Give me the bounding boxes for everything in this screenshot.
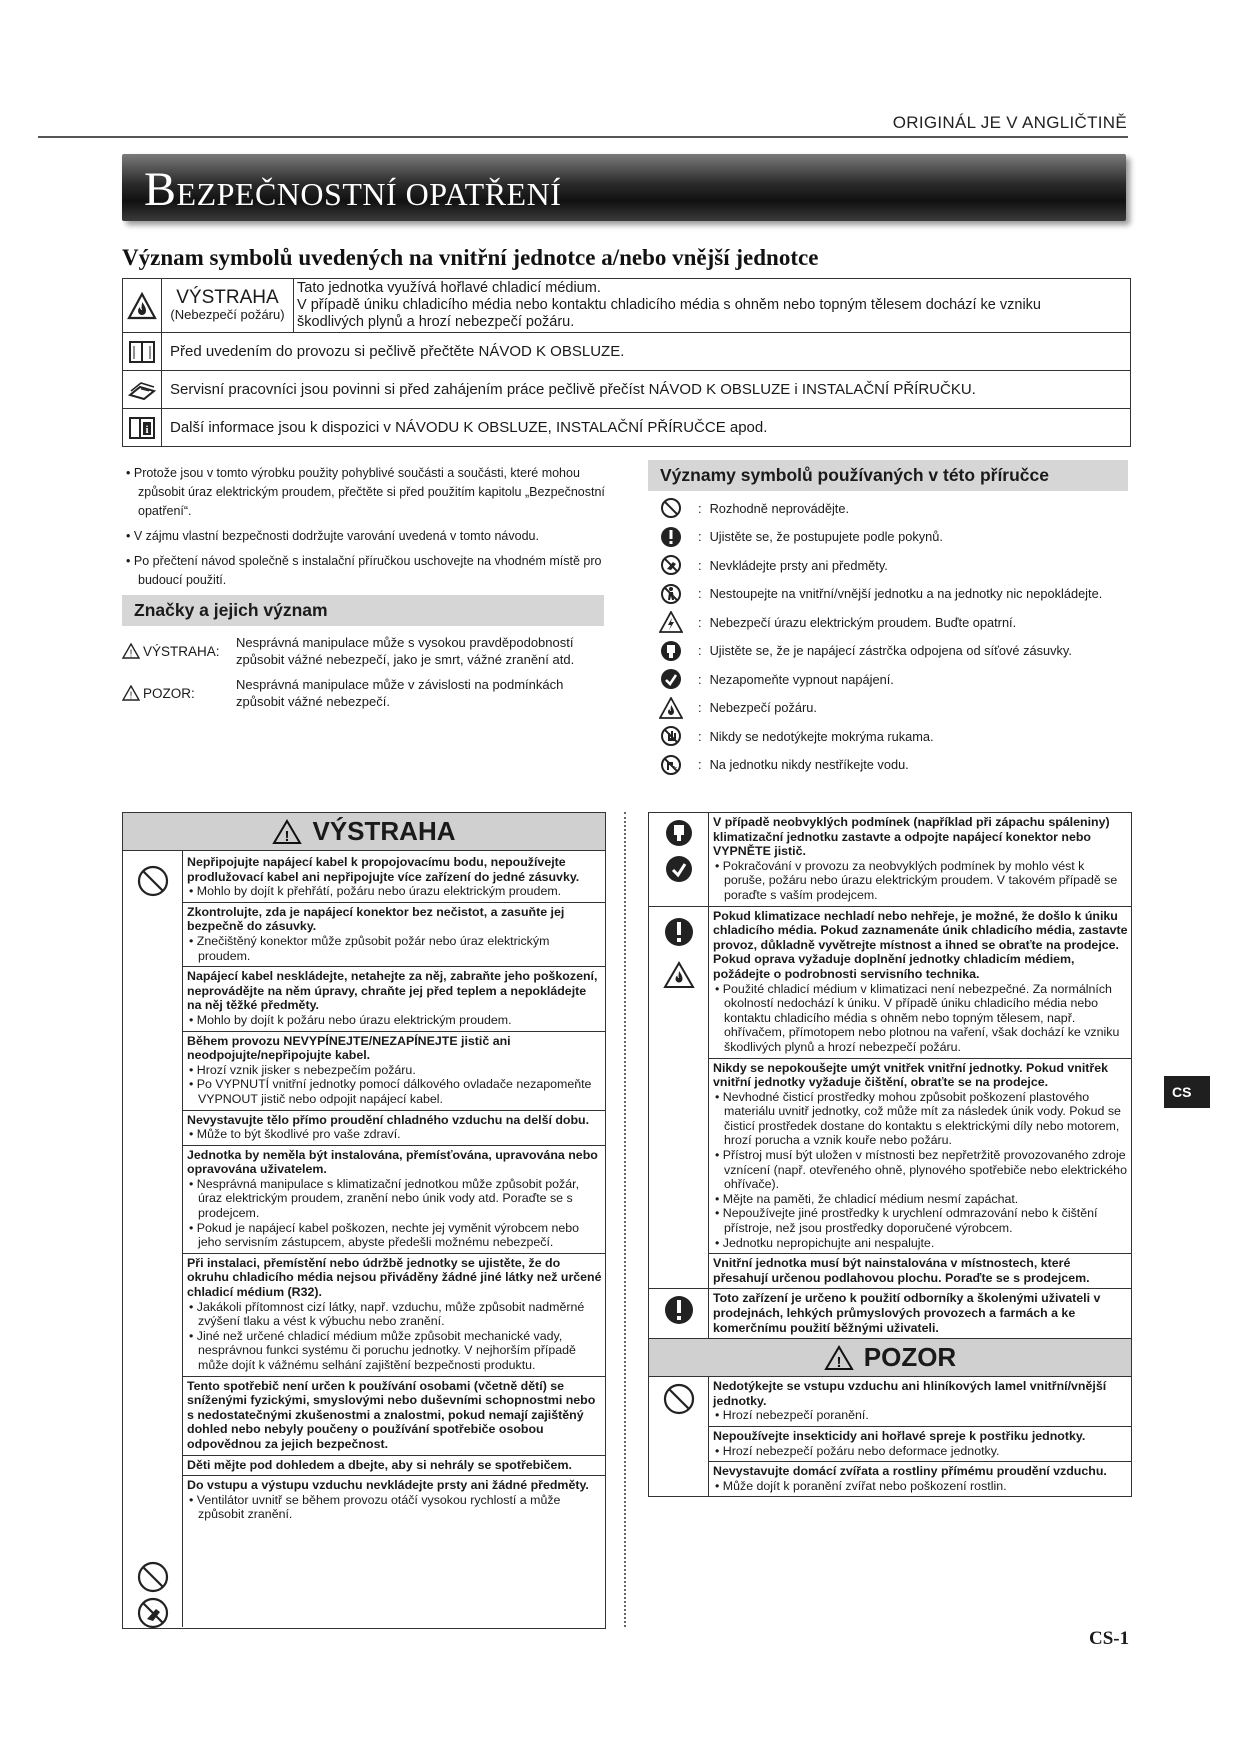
header-rule <box>38 136 1128 138</box>
intro-bullet: V zájmu vlastní bezpečnosti dodržujte varování uvedená v tomto návodu. <box>133 529 539 543</box>
intro-bullets: • Protože jsou v tomto výrobku použity pohyblivé součásti a součásti, které mohou způsobit úraz elektrickým proudem, přečtěte si před použitím kapitolu „Bezpečnostní opatření“. • V zájmu vlastní bezpečnosti dodržujte varování uvedená v tomto návodu. • Po přečtení návod společně s instalační příručkou uschovejte na vhodném místě pro budoucí použití. <box>126 466 605 587</box>
warning-block: Nepřipojujte napájecí kabel k propojovacímu bodu, nepoužívejte prodlužovací kabel ani nepřipojujte více zařízení do jedné zásuvky. • Mohlo by dojít k přehřátí, požáru nebo úrazu elektrickým proudem. <box>183 851 605 903</box>
prohibited-icon <box>656 496 686 520</box>
symbol-row-info <box>123 409 1131 447</box>
warning-block: Zkontrolujte, zda je napájecí konektor bez nečistot, a zasuňte jej bezpečně do zásuvky. • Znečištěný konektor může způsobit požár nebo úraz elektrickým proudem. <box>183 903 605 967</box>
book-icon <box>123 333 162 371</box>
page-title: BEZPEČNOSTNÍ OPATŘENÍ <box>144 163 562 216</box>
warning-block: Děti mějte pod dohledem a dbejte, aby si nehrály se spotřebičem. <box>183 1456 605 1477</box>
meaning-row: : Ujistěte se, že postupujete podle pokynů. <box>648 523 1128 552</box>
meanings-heading: Významy symbolů používaných v této příručce <box>648 460 1128 491</box>
power-off-icon <box>656 667 686 691</box>
meaning-row: : Ujistěte se, že je napájecí zástrčka odpojena od síťové zásuvky. <box>648 637 1128 666</box>
warning-box-continued <box>648 812 1132 1497</box>
prohibited-icon <box>663 1383 695 1415</box>
no-wet-hands-icon <box>656 724 686 748</box>
original-language-note: ORIGINÁL JE V ANGLIČTINĚ <box>892 113 1127 132</box>
no-fingers-icon <box>137 1597 169 1629</box>
meaning-row: : Nebezpečí požáru. <box>648 694 1128 723</box>
intro-bullet: Po přečtení návod společně s instalační příručkou uschovejte na vhodném místě pro budoucí použití. <box>133 554 602 587</box>
meaning-row: : Nevkládejte prsty ani předměty. <box>648 551 1128 580</box>
warning-block: Nevystavujte tělo přímo proudění chladného vzduchu na delší dobu. • Může to být škodlivé pro vaše zdraví. <box>183 1111 605 1146</box>
mark-caution-text: Nesprávná manipulace může v závislosti na podmínkách způsobit vážné nebezpečí. <box>236 677 564 709</box>
mark-row-caution <box>122 676 604 710</box>
no-stepping-icon <box>656 582 686 606</box>
symbol-meanings <box>648 460 1128 779</box>
page-number: CS-1 <box>1089 1628 1130 1649</box>
meaning-row: : Nikdy se nedotýkejte mokrýma rukama. <box>648 722 1128 751</box>
prohibited-icon <box>137 1561 169 1593</box>
mandatory-icon <box>656 525 686 549</box>
warning-block: Nikdy se nepokoušejte umýt vnitřek vnitřní jednotky. Pokud vnitřek vnitřní jednotky vyžaduje čištění, obraťte se na prodejce. • Nevhodné čisticí prostředky mohou způsobit poškození plastového materiálu uvnitř jednotky, což může mít za následek únik vody. Pokud se čisticí prostředek dostane do kontaktu s elektrickými díly nebo motorem, hrozí porucha a vznik kouře nebo požáru. • Přístroj musí být uložen v místnosti bez nepřetržitě provozovaného zdroje vznícení (např. otevřeného ohně, plynového spotřebiče nebo elektrického ohřívače). • Mějte na paměti, že chladicí médium nesmí zapáchat. • Nepoužívejte jiné prostředky k urychlení odmrazování nebo k čištění přístroje, než jsou prostředky doporučené výrobcem. • Jednotku nepropichujte ani nespalujte. <box>709 1059 1131 1255</box>
warning-block: Toto zařízení je určeno k použití odborníky a školenými uživateli v prodejnách, lehkých průmyslových provozech a farmách a ke komerčnímu použití běžnými uživateli. <box>713 1291 1101 1335</box>
prohibited-icon <box>137 865 169 897</box>
warning-triangle-icon <box>272 819 302 845</box>
warning-block: Pokud klimatizace nechladí nebo nehřeje, je možné, že došlo k úniku chladicího média. Pokud zaznamenáte únik chladicího média, zastavte provoz, důkladně vyvětrejte místnost a ihned se obraťte na prodejce. Pokud oprava vyžaduje doplnění jednotky chladicím médiem, požádejte o podrobnosti servisního technika. • Použité chladicí médium v klimatizaci není nebezpečné. Za normálních okolností nedochází k úniku. V případě úniku chladicího média nebo kontaktu chladicího média s ohněm nebo topným tělesem, např. ohřívačem, přímotopem nebo plotnou na vaření, však dochází ke vzniku škodlivých plynů a hrozí nebezpečí požáru. <box>709 907 1131 1059</box>
mark-caution-label: POZOR: <box>143 685 195 701</box>
language-tab: CS <box>1164 1076 1210 1108</box>
warning-block: Při instalaci, přemístění nebo údržbě jednotky se ujistěte, že do okruhu chladicího média nejsou přiváděny žádné jiné látky než určené chladicí médium (R32). • Jakákoli přítomnost cizí látky, např. vzduchu, může způsobit nadměrné zvýšení tlaku a vést k výbuchu nebo zranění. • Jiné než určené chladicí médium může způsobit mechanické vady, nesprávnou funkci systému či poruchu jednotky. V nejhorším případě může dojít k vážnému selhání zajištění bezpečnosti produktu. <box>183 1254 605 1377</box>
intro-bullet: Protože jsou v tomto výrobku použity pohyblivé součásti a součásti, které mohou způsobit úraz elektrickým proudem, přečtěte si před použitím kapitolu „Bezpečnostní opatření“. <box>133 466 605 518</box>
meaning-row: : Nestoupejte na vnitřní/vnější jednotku a na jednotky nic nepokládejte. <box>648 580 1128 609</box>
warning-line-1: Tato jednotka využívá hořlavé chladicí médium. <box>297 280 601 296</box>
warning-line-3: škodlivých plynů a hrozí nebezpečí požáru. <box>297 314 575 330</box>
fire-hazard-icon <box>663 961 695 989</box>
unplug-icon <box>665 819 693 847</box>
mandatory-icon <box>664 917 694 947</box>
symbol-row-service <box>123 371 1131 409</box>
svg-text:!: ! <box>129 690 133 701</box>
caution-triangle-icon <box>824 1345 854 1371</box>
warning-box-title: VÝSTRAHA <box>312 816 456 846</box>
warning-sublabel: (Nebezpečí požáru) <box>170 306 285 322</box>
warning-block: Během provozu NEVYPÍNEJTE/NEZAPÍNEJTE jistič ani neodpojujte/nepřipojujte kabel. • Hrozí vznik jisker s nebezpečím požáru. • Po VYPNUTÍ vnitřní jednotky pomocí dálkového ovladače nezapomeňte VYPNOUT jistič nebo odpojit napájecí kabel. <box>183 1032 605 1111</box>
caution-block: Nepoužívejte insekticidy ani hořlavé spreje k postřiku jednotky. • Hrozí nebezpečí požáru nebo deformace jednotky. <box>709 1427 1131 1462</box>
svg-text:!: ! <box>129 648 133 659</box>
unplug-icon <box>656 639 686 663</box>
svg-text:!: ! <box>836 1353 842 1371</box>
caution-box-title: POZOR <box>863 1342 957 1373</box>
service-manual-icon <box>123 371 162 409</box>
caution-block: Nedotýkejte se vstupu vzduchu ani hliníkových lamel vnitřní/vnější jednotky. • Hrozí nebezpečí poranění. <box>709 1377 1131 1427</box>
electric-shock-icon <box>656 610 686 634</box>
marks-heading: Značky a jejich význam <box>122 595 604 626</box>
no-fingers-icon <box>656 553 686 577</box>
fire-warning-icon <box>123 279 162 333</box>
mark-warning-label: VÝSTRAHA: <box>143 643 220 659</box>
warning-block: Tento spotřebič není určen k používání osobami (včetně dětí) se sníženými fyzickými, smyslovými nebo duševními schopnostmi nebo s nedostatečnými zkušenostmi a znalostmi, pokud nemají zajištěný dohled nebo nebyly poučeny o používání spotřebiče osobou odpovědnou za jejich bezpečnost. <box>183 1377 605 1456</box>
svg-text:!: ! <box>284 827 290 845</box>
title-banner <box>122 154 1126 221</box>
warning-triangle-icon <box>122 643 140 659</box>
warning-block: V případě neobvyklých podmínek (například při zápachu spáleniny) klimatizační jednotku zastavte a odpojte napájecí konektor nebo VYPNĚTE jistič. • Pokračování v provozu za neobvyklých podmínek by mohlo vést k poruše, požáru nebo úrazu elektrickým proudem. V takovém případě se poraďte s vaším prodejcem. <box>713 815 1118 902</box>
manual-text: Před uvedením do provozu si pečlivě přečtěte NÁVOD K OBSLUZE. <box>162 333 1131 371</box>
mandatory-icon <box>664 1295 694 1325</box>
service-text: Servisní pracovníci jsou povinni si před zahájením práce pečlivě přečíst NÁVOD K OBSLUZE i INSTALAČNÍ PŘÍRUČKU. <box>162 371 1131 409</box>
info-text: Další informace jsou k dispozici v NÁVODU K OBSLUZE, INSTALAČNÍ PŘÍRUČCE apod. <box>162 409 1131 447</box>
caution-box-header <box>649 1339 1131 1377</box>
warning-label: VÝSTRAHA <box>176 286 279 308</box>
marks-section <box>122 595 604 710</box>
meaning-row: : Rozhodně neprovádějte. <box>648 494 1128 523</box>
warning-block: Vnitřní jednotka musí být nainstalována v místnostech, které přesahují určenou podlahovou plochu. Poraďte se s prodejcem. <box>713 1256 1090 1285</box>
warning-block: Do vstupu a výstupu vzduchu nevkládejte prsty ani žádné předměty. • Ventilátor uvnitř se během provozu otáčí vysokou rychlostí a může způsobit zranění. <box>187 1478 589 1522</box>
warning-box-text <box>183 851 605 1627</box>
warning-box-header <box>123 813 605 851</box>
symbols-table <box>122 278 1131 447</box>
mark-row-warning <box>122 634 604 668</box>
info-book-icon <box>123 409 162 447</box>
no-water-icon <box>656 753 686 777</box>
mark-warning-text: Nesprávná manipulace může s vysokou pravděpodobností způsobit vážné nebezpečí, jako je smrt, vážné zranění atd. <box>236 635 575 667</box>
warning-block: Napájecí kabel neskládejte, netahejte za něj, zabraňte jeho poškození, neprovádějte na něm úpravy, chraňte jej před teplem a nepokládejte na něj těžké předměty. • Mohlo by dojít k požáru nebo úrazu elektrickým proudem. <box>183 967 605 1031</box>
svg-text:i: i <box>145 423 149 436</box>
symbols-heading: Význam symbolů uvedených na vnitřní jednotce a/nebo vnější jednotce <box>122 245 819 270</box>
warning-box <box>122 812 606 1629</box>
column-divider <box>624 812 626 1627</box>
caution-block: Nevystavujte domácí zvířata a rostliny přímému proudění vzduchu. • Může dojít k poranění zvířat nebo poškození rostlin. <box>713 1464 1107 1493</box>
symbol-row-warning <box>123 279 1131 333</box>
warning-line-2: V případě úniku chladicího média nebo kontaktu chladicího média s ohněm nebo topným tělesem dochází ke vzniku <box>297 297 1041 313</box>
meaning-row: : Nebezpečí úrazu elektrickým proudem. Buďte opatrní. <box>648 608 1128 637</box>
meaning-row: : Nezapomeňte vypnout napájení. <box>648 665 1128 694</box>
meaning-row: : Na jednotku nikdy nestříkejte vodu. <box>648 751 1128 780</box>
warning-block: Jednotka by neměla být instalována, přemísťována, upravována nebo opravována uživatelem. • Nesprávná manipulace s klimatizační jednotkou může způsobit požár, úraz elektrickým proudem, zranění nebo únik vody atd. Poraďte se s prodejcem. • Pokud je napájecí kabel poškozen, nechte jej vyměnit výrobcem nebo jeho servisním zástupcem, abyste předešli možnému nebezpečí. <box>183 1146 605 1254</box>
symbol-row-manual <box>123 333 1131 371</box>
fire-hazard-icon <box>656 696 686 720</box>
power-off-icon <box>665 855 693 883</box>
caution-triangle-icon <box>122 685 140 701</box>
